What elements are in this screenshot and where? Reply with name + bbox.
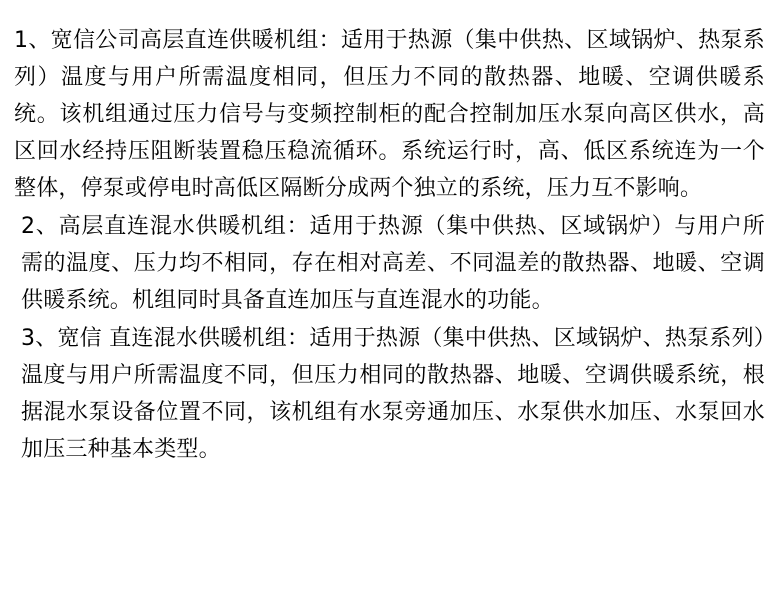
paragraph-3: 3、宽信 直连混水供暖机组：适用于热源（集中供热、区域锅炉、热泵系列）温度与用户所需温度不同，但压力相同的散热器、地暖、空调供暖系统，根据混水泵设备位置不同，该机组有水泵旁通加压、水泵供水加压、水泵回水加压三种基本类型。 — [21, 326, 765, 462]
paragraph-2: 2、高层直连混水供暖机组：适用于热源（集中供热、区域锅炉）与用户所需的温度、压力均不相同，存在相对高差、不同温差的散热器、地暖、空调供暖系统。机组同时具备直连加压与直连混水的功能。 — [21, 214, 765, 313]
paragraph-1: 1、宽信公司高层直连供暖机组：适用于热源（集中供热、区域锅炉、热泵系列）温度与用户所需温度相同，但压力不同的散热器、地暖、空调供暖系统。该机组通过压力信号与变频控制柜的配合控制加压水泵向高区供水，高区回水经持压阻断装置稳压稳流循环。系统运行时，高、低区系统连为一个整体，停泵或停电时高低区隔断分成两个独立的系统，压力互不影响。 — [14, 28, 765, 201]
